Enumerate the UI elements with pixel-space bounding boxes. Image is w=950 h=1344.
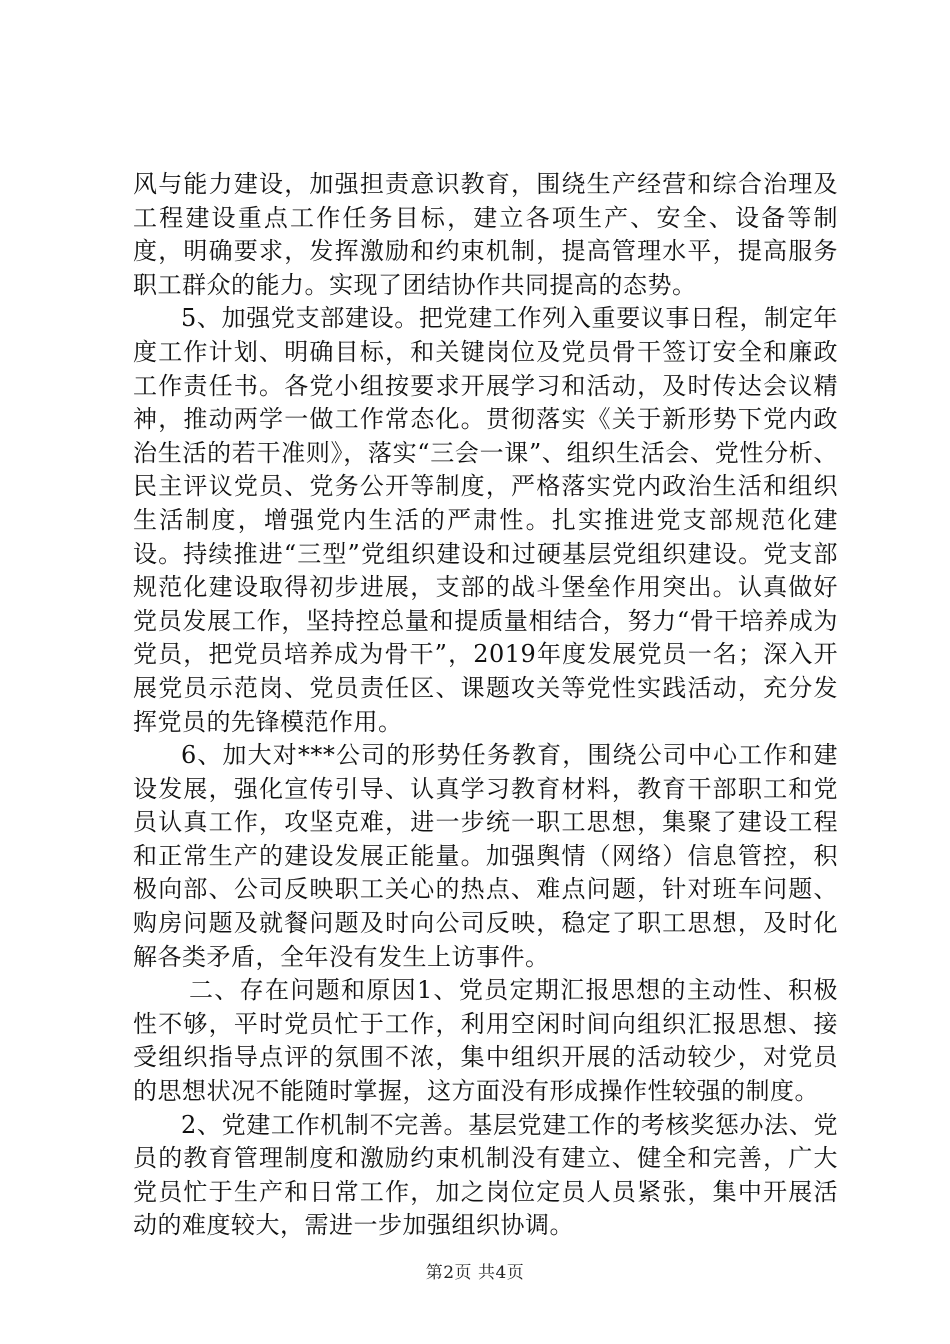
paragraph-situation-education: 6、加大对***公司的形势任务教育，围绕公司中心工作和建设发展，强化宣传引导、认真学习教育材料，教育干部职工和党员认真工作，攻坚克难，进一步统一职工思想，集聚了建设工程和正常生产的建设发展正能量。加强舆情（网络）信息管控，积极向部、公司反映职工关心的热点、难点问题，针对班车问题、购房问题及就餐问题及时向公司反映，稳定了职工思想，及时化解各类矛盾，全年没有发生上访事件。	[133, 741, 838, 971]
paragraph-problems-and-causes: 二、存在问题和原因1、党员定期汇报思想的主动性、积极性不够，平时党员忙于工作，利用空闲时间向组织汇报思想、接受组织指导点评的氛围不浓，集中组织开展的活动较少，对党员的思想状况不能随时掌握，这方面没有形成操作性较强的制度。	[133, 976, 838, 1106]
paragraph-party-branch-building: 5、加强党支部建设。把党建工作列入重要议事日程，制定年度工作计划、明确目标，和关键岗位及党员骨干签订安全和廉政工作责任书。各党小组按要求开展学习和活动，及时传达会议精神，推动两学一做工作常态化。贯彻落实《关于新形势下党内政治生活的若干准则》，落实“三会一课”、组织生活会、党性分析、民主评议党员、党务公开等制度，严格落实党内政治生活和组织生活制度，增强党内生活的严肃性。扎实推进党支部规范化建设。持续推进“三型”党组织建设和过硬基层党组织建设。党支部规范化建设取得初步进展，支部的战斗堡垒作用突出。认真做好党员发展工作，坚持控总量和提质量相结合，努力“骨干培养成为党员，把党员培养成为骨干”，2019年度发展党员一名；深入开展党员示范岗、党员责任区、课题攻关等党性实践活动，充分发挥党员的先锋模范作用。	[133, 304, 838, 736]
paragraph-work-style: 风与能力建设，加强担责意识教育，围绕生产经营和综合治理及工程建设重点工作任务目标，建立各项生产、安全、设备等制度，明确要求，发挥激励和约束机制，提高管理水平，提高服务职工群众的能力。实现了团结协作共同提高的态势。	[133, 170, 838, 299]
paragraph-mechanism-issues: 2、党建工作机制不完善。基层党建工作的考核奖惩办法、党员的教育管理制度和激励约束机制没有建立、健全和完善，广大党员忙于生产和日常工作，加之岗位定员人员紧张，集中开展活动的难度较大，需进一步加强组织协调。	[133, 1110, 838, 1240]
document-body	[133, 168, 838, 1243]
page-number-footer: 第2页 共4页	[425, 1263, 525, 1283]
